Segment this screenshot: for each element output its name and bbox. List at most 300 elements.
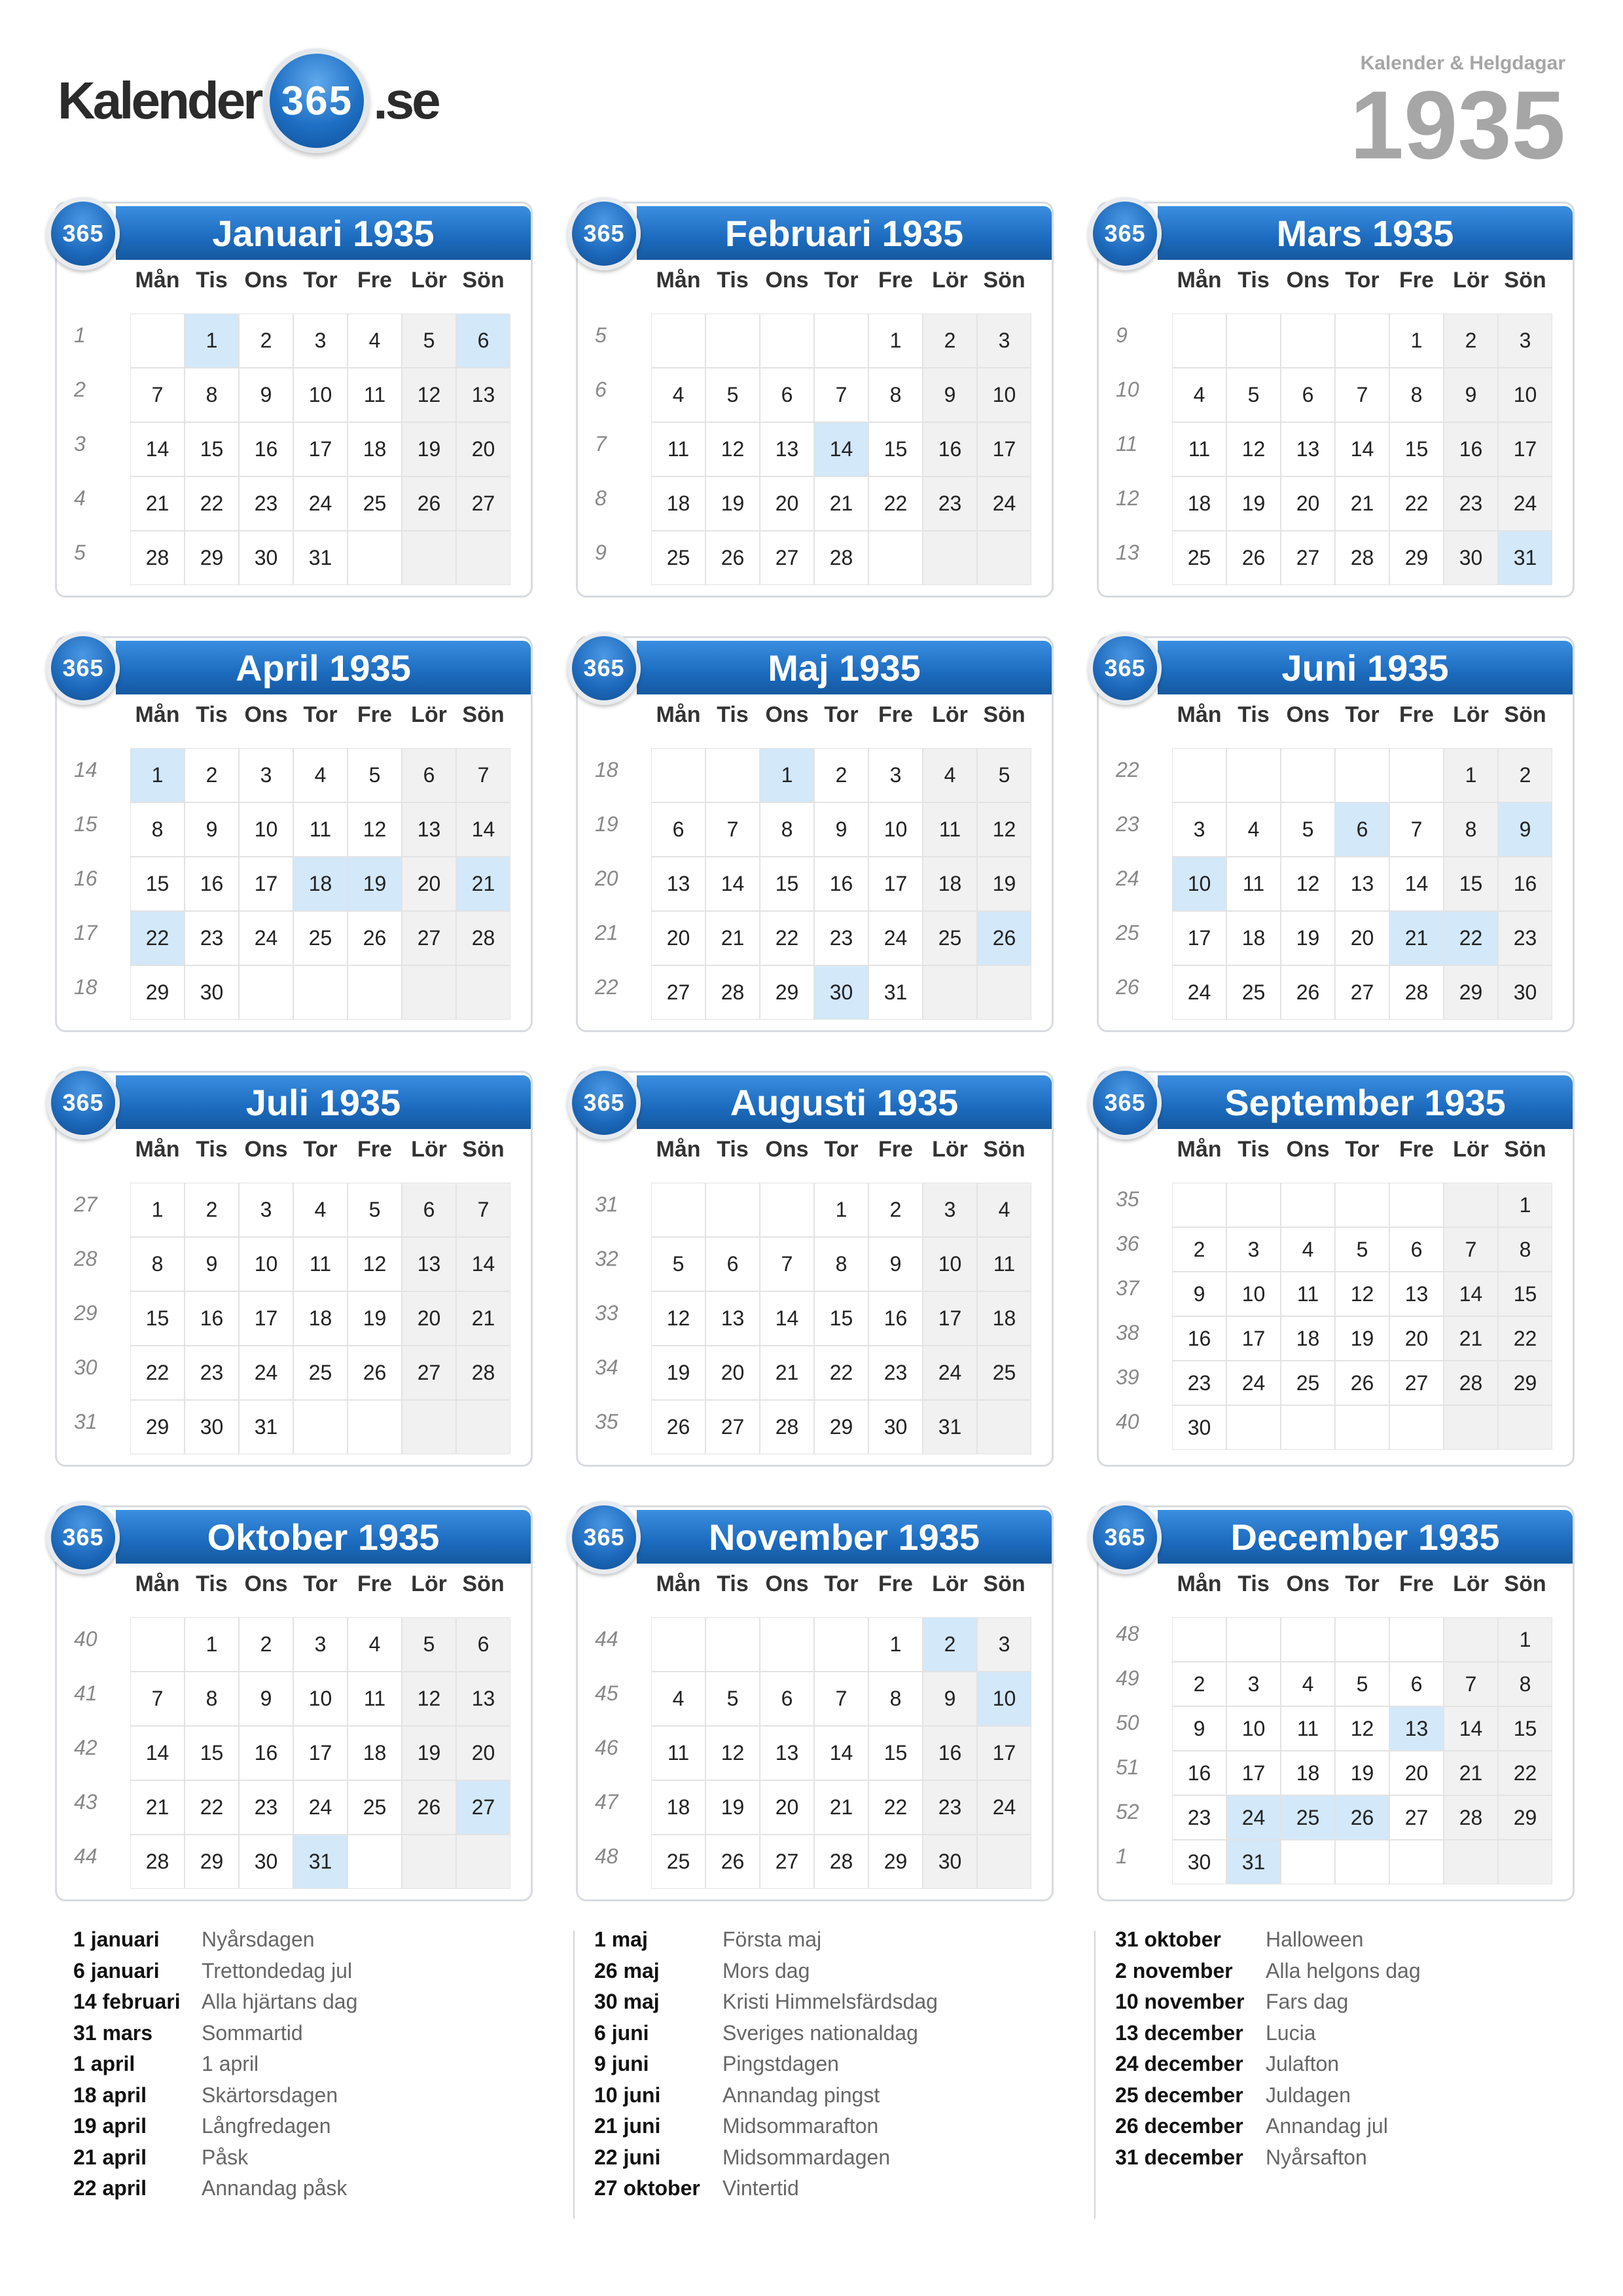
day-cell[interactable]: 4: [348, 314, 401, 367]
day-cell[interactable]: 7: [131, 1672, 184, 1725]
day-cell[interactable]: 20: [706, 1346, 759, 1399]
day-cell[interactable]: 14: [815, 423, 868, 476]
day-cell[interactable]: 26: [1227, 531, 1280, 584]
day-cell[interactable]: 3: [923, 1183, 976, 1236]
day-cell[interactable]: 18: [1227, 912, 1280, 965]
day-cell[interactable]: 20: [760, 1781, 813, 1834]
day-cell[interactable]: 6: [457, 314, 510, 367]
day-cell[interactable]: 10: [294, 368, 347, 422]
day-cell[interactable]: 25: [978, 1346, 1031, 1399]
day-cell[interactable]: 5: [348, 749, 401, 802]
day-cell[interactable]: 9: [923, 368, 976, 422]
day-cell[interactable]: 22: [1444, 912, 1497, 965]
day-cell[interactable]: 26: [348, 912, 401, 965]
day-cell[interactable]: 24: [240, 912, 293, 965]
day-cell[interactable]: 9: [185, 803, 238, 856]
day-cell[interactable]: 21: [815, 1781, 868, 1834]
day-cell[interactable]: 26: [978, 912, 1031, 965]
day-cell[interactable]: 23: [1499, 912, 1552, 965]
day-cell[interactable]: 4: [294, 749, 347, 802]
day-cell[interactable]: 19: [978, 857, 1031, 910]
day-cell[interactable]: 21: [706, 912, 759, 965]
day-cell[interactable]: 18: [1281, 1317, 1334, 1360]
day-cell[interactable]: 20: [760, 477, 813, 530]
day-cell[interactable]: 3: [1227, 1662, 1280, 1706]
day-cell[interactable]: 21: [760, 1346, 813, 1399]
day-cell[interactable]: 18: [923, 857, 976, 910]
day-cell[interactable]: 7: [1444, 1228, 1497, 1271]
day-cell[interactable]: 22: [869, 1781, 922, 1834]
day-cell[interactable]: 20: [402, 857, 455, 910]
day-cell[interactable]: 2: [1173, 1228, 1226, 1271]
day-cell[interactable]: 24: [1227, 1361, 1280, 1405]
day-cell[interactable]: 3: [240, 749, 293, 802]
day-cell[interactable]: 23: [1173, 1796, 1226, 1839]
day-cell[interactable]: 11: [1173, 423, 1226, 476]
day-cell[interactable]: 1: [131, 1183, 184, 1236]
day-cell[interactable]: 18: [652, 477, 705, 530]
day-cell[interactable]: 1: [1499, 1618, 1552, 1661]
day-cell[interactable]: 16: [185, 1292, 238, 1345]
day-cell[interactable]: 25: [1227, 966, 1280, 1019]
day-cell[interactable]: 2: [815, 749, 868, 802]
day-cell[interactable]: 14: [457, 1238, 510, 1291]
day-cell[interactable]: 3: [240, 1183, 293, 1236]
day-cell[interactable]: 26: [348, 1346, 401, 1399]
day-cell[interactable]: 10: [869, 803, 922, 856]
day-cell[interactable]: 29: [131, 1401, 184, 1454]
day-cell[interactable]: 21: [131, 1781, 184, 1834]
day-cell[interactable]: 4: [1281, 1662, 1334, 1706]
day-cell[interactable]: 11: [1281, 1707, 1334, 1750]
day-cell[interactable]: 3: [869, 749, 922, 802]
day-cell[interactable]: 27: [457, 477, 510, 530]
day-cell[interactable]: 11: [652, 1727, 705, 1780]
day-cell[interactable]: 17: [240, 1292, 293, 1345]
day-cell[interactable]: 12: [652, 1292, 705, 1345]
day-cell[interactable]: 10: [1499, 368, 1552, 422]
day-cell[interactable]: 20: [457, 423, 510, 476]
day-cell[interactable]: 30: [1444, 531, 1497, 584]
day-cell[interactable]: 18: [294, 1292, 347, 1345]
day-cell[interactable]: 17: [240, 857, 293, 910]
day-cell[interactable]: 17: [978, 423, 1031, 476]
day-cell[interactable]: 20: [457, 1727, 510, 1780]
day-cell[interactable]: 18: [1281, 1751, 1334, 1795]
day-cell[interactable]: 23: [185, 912, 238, 965]
day-cell[interactable]: 2: [923, 1618, 976, 1671]
day-cell[interactable]: 26: [1281, 966, 1334, 1019]
day-cell[interactable]: 1: [185, 314, 238, 367]
day-cell[interactable]: 28: [815, 531, 868, 584]
day-cell[interactable]: 29: [815, 1401, 868, 1454]
day-cell[interactable]: 17: [294, 423, 347, 476]
day-cell[interactable]: 9: [1173, 1272, 1226, 1316]
day-cell[interactable]: 15: [760, 857, 813, 910]
day-cell[interactable]: 4: [1227, 803, 1280, 856]
day-cell[interactable]: 27: [402, 1346, 455, 1399]
day-cell[interactable]: 15: [1499, 1272, 1552, 1316]
day-cell[interactable]: 10: [240, 1238, 293, 1291]
day-cell[interactable]: 20: [1336, 912, 1389, 965]
day-cell[interactable]: 7: [457, 1183, 510, 1236]
day-cell[interactable]: 25: [1173, 531, 1226, 584]
day-cell[interactable]: 4: [652, 368, 705, 422]
day-cell[interactable]: 15: [1390, 423, 1443, 476]
day-cell[interactable]: 31: [869, 966, 922, 1019]
day-cell[interactable]: 24: [294, 1781, 347, 1834]
day-cell[interactable]: 22: [815, 1346, 868, 1399]
day-cell[interactable]: 7: [1336, 368, 1389, 422]
day-cell[interactable]: 8: [1390, 368, 1443, 422]
day-cell[interactable]: 4: [294, 1183, 347, 1236]
day-cell[interactable]: 6: [1336, 803, 1389, 856]
day-cell[interactable]: 1: [869, 314, 922, 367]
day-cell[interactable]: 31: [1227, 1840, 1280, 1884]
day-cell[interactable]: 2: [923, 314, 976, 367]
day-cell[interactable]: 23: [815, 912, 868, 965]
day-cell[interactable]: 25: [348, 1781, 401, 1834]
day-cell[interactable]: 31: [294, 1835, 347, 1888]
day-cell[interactable]: 10: [978, 1672, 1031, 1725]
day-cell[interactable]: 5: [978, 749, 1031, 802]
day-cell[interactable]: 6: [760, 368, 813, 422]
day-cell[interactable]: 19: [1227, 477, 1280, 530]
day-cell[interactable]: 5: [652, 1238, 705, 1291]
day-cell[interactable]: 22: [1499, 1751, 1552, 1795]
day-cell[interactable]: 4: [923, 749, 976, 802]
day-cell[interactable]: 12: [1336, 1272, 1389, 1316]
day-cell[interactable]: 12: [348, 803, 401, 856]
day-cell[interactable]: 5: [1227, 368, 1280, 422]
day-cell[interactable]: 14: [131, 1727, 184, 1780]
day-cell[interactable]: 28: [1444, 1796, 1497, 1839]
day-cell[interactable]: 28: [760, 1401, 813, 1454]
day-cell[interactable]: 29: [760, 966, 813, 1019]
day-cell[interactable]: 6: [652, 803, 705, 856]
day-cell[interactable]: 25: [294, 912, 347, 965]
day-cell[interactable]: 7: [760, 1238, 813, 1291]
day-cell[interactable]: 16: [869, 1292, 922, 1345]
day-cell[interactable]: 21: [457, 857, 510, 910]
day-cell[interactable]: 16: [240, 1727, 293, 1780]
day-cell[interactable]: 28: [131, 531, 184, 584]
day-cell[interactable]: 24: [294, 477, 347, 530]
day-cell[interactable]: 16: [923, 1727, 976, 1780]
day-cell[interactable]: 29: [185, 1835, 238, 1888]
day-cell[interactable]: 1: [185, 1618, 238, 1671]
day-cell[interactable]: 30: [869, 1401, 922, 1454]
day-cell[interactable]: 28: [1444, 1361, 1497, 1405]
day-cell[interactable]: 26: [706, 1835, 759, 1888]
day-cell[interactable]: 1: [1390, 314, 1443, 367]
day-cell[interactable]: 2: [1173, 1662, 1226, 1706]
day-cell[interactable]: 24: [923, 1346, 976, 1399]
day-cell[interactable]: 3: [978, 314, 1031, 367]
day-cell[interactable]: 24: [1173, 966, 1226, 1019]
day-cell[interactable]: 6: [1390, 1228, 1443, 1271]
day-cell[interactable]: 26: [402, 477, 455, 530]
day-cell[interactable]: 27: [1390, 1796, 1443, 1839]
day-cell[interactable]: 13: [1390, 1707, 1443, 1750]
day-cell[interactable]: 5: [402, 314, 455, 367]
day-cell[interactable]: 27: [760, 531, 813, 584]
day-cell[interactable]: 22: [1390, 477, 1443, 530]
day-cell[interactable]: 24: [1227, 1796, 1280, 1839]
day-cell[interactable]: 25: [1281, 1796, 1334, 1839]
day-cell[interactable]: 12: [402, 1672, 455, 1725]
day-cell[interactable]: 30: [240, 1835, 293, 1888]
day-cell[interactable]: 10: [1227, 1272, 1280, 1316]
day-cell[interactable]: 12: [706, 1727, 759, 1780]
day-cell[interactable]: 18: [652, 1781, 705, 1834]
day-cell[interactable]: 13: [402, 803, 455, 856]
day-cell[interactable]: 23: [869, 1346, 922, 1399]
day-cell[interactable]: 2: [1499, 749, 1552, 802]
day-cell[interactable]: 6: [706, 1238, 759, 1291]
day-cell[interactable]: 13: [1336, 857, 1389, 910]
day-cell[interactable]: 16: [1499, 857, 1552, 910]
day-cell[interactable]: 30: [185, 966, 238, 1019]
day-cell[interactable]: 21: [815, 477, 868, 530]
day-cell[interactable]: 13: [457, 1672, 510, 1725]
day-cell[interactable]: 2: [240, 314, 293, 367]
day-cell[interactable]: 29: [131, 966, 184, 1019]
day-cell[interactable]: 28: [815, 1835, 868, 1888]
day-cell[interactable]: 2: [240, 1618, 293, 1671]
day-cell[interactable]: 18: [294, 857, 347, 910]
day-cell[interactable]: 10: [923, 1238, 976, 1291]
day-cell[interactable]: 14: [760, 1292, 813, 1345]
day-cell[interactable]: 18: [348, 423, 401, 476]
day-cell[interactable]: 31: [923, 1401, 976, 1454]
day-cell[interactable]: 23: [240, 477, 293, 530]
day-cell[interactable]: 8: [1444, 803, 1497, 856]
day-cell[interactable]: 10: [240, 803, 293, 856]
day-cell[interactable]: 11: [294, 803, 347, 856]
day-cell[interactable]: 3: [294, 314, 347, 367]
day-cell[interactable]: 15: [1444, 857, 1497, 910]
day-cell[interactable]: 6: [1390, 1662, 1443, 1706]
day-cell[interactable]: 3: [294, 1618, 347, 1671]
day-cell[interactable]: 22: [185, 1781, 238, 1834]
day-cell[interactable]: 23: [923, 1781, 976, 1834]
day-cell[interactable]: 20: [1281, 477, 1334, 530]
day-cell[interactable]: 17: [294, 1727, 347, 1780]
day-cell[interactable]: 16: [185, 857, 238, 910]
day-cell[interactable]: 16: [1444, 423, 1497, 476]
day-cell[interactable]: 22: [131, 912, 184, 965]
day-cell[interactable]: 8: [131, 803, 184, 856]
day-cell[interactable]: 11: [978, 1238, 1031, 1291]
day-cell[interactable]: 21: [131, 477, 184, 530]
day-cell[interactable]: 9: [240, 368, 293, 422]
day-cell[interactable]: 11: [348, 1672, 401, 1725]
day-cell[interactable]: 22: [869, 477, 922, 530]
day-cell[interactable]: 12: [1336, 1707, 1389, 1750]
day-cell[interactable]: 26: [1336, 1796, 1389, 1839]
day-cell[interactable]: 8: [185, 368, 238, 422]
day-cell[interactable]: 13: [457, 368, 510, 422]
day-cell[interactable]: 16: [815, 857, 868, 910]
day-cell[interactable]: 12: [706, 423, 759, 476]
day-cell[interactable]: 28: [457, 912, 510, 965]
day-cell[interactable]: 7: [1390, 803, 1443, 856]
day-cell[interactable]: 24: [978, 1781, 1031, 1834]
day-cell[interactable]: 23: [240, 1781, 293, 1834]
day-cell[interactable]: 28: [457, 1346, 510, 1399]
day-cell[interactable]: 10: [1227, 1707, 1280, 1750]
day-cell[interactable]: 6: [760, 1672, 813, 1725]
day-cell[interactable]: 16: [923, 423, 976, 476]
day-cell[interactable]: 6: [402, 1183, 455, 1236]
day-cell[interactable]: 7: [706, 803, 759, 856]
day-cell[interactable]: 17: [1173, 912, 1226, 965]
day-cell[interactable]: 28: [1390, 966, 1443, 1019]
day-cell[interactable]: 19: [1336, 1317, 1389, 1360]
day-cell[interactable]: 20: [1390, 1317, 1443, 1360]
day-cell[interactable]: 9: [240, 1672, 293, 1725]
day-cell[interactable]: 4: [978, 1183, 1031, 1236]
day-cell[interactable]: 14: [1444, 1272, 1497, 1316]
day-cell[interactable]: 12: [1281, 857, 1334, 910]
day-cell[interactable]: 15: [185, 1727, 238, 1780]
day-cell[interactable]: 13: [1390, 1272, 1443, 1316]
site-logo[interactable]: [58, 48, 438, 153]
day-cell[interactable]: 31: [294, 531, 347, 584]
day-cell[interactable]: 2: [1444, 314, 1497, 367]
day-cell[interactable]: 18: [1173, 477, 1226, 530]
day-cell[interactable]: 27: [402, 912, 455, 965]
day-cell[interactable]: 8: [869, 1672, 922, 1725]
day-cell[interactable]: 30: [1173, 1406, 1226, 1449]
day-cell[interactable]: 11: [1281, 1272, 1334, 1316]
day-cell[interactable]: 19: [652, 1346, 705, 1399]
day-cell[interactable]: 19: [1281, 912, 1334, 965]
day-cell[interactable]: 26: [402, 1781, 455, 1834]
day-cell[interactable]: 8: [869, 368, 922, 422]
day-cell[interactable]: 17: [1227, 1317, 1280, 1360]
day-cell[interactable]: 17: [978, 1727, 1031, 1780]
day-cell[interactable]: 24: [869, 912, 922, 965]
day-cell[interactable]: 11: [652, 423, 705, 476]
day-cell[interactable]: 19: [402, 1727, 455, 1780]
day-cell[interactable]: 12: [978, 803, 1031, 856]
day-cell[interactable]: 8: [815, 1238, 868, 1291]
day-cell[interactable]: 7: [815, 1672, 868, 1725]
day-cell[interactable]: 1: [869, 1618, 922, 1671]
day-cell[interactable]: 5: [1336, 1228, 1389, 1271]
day-cell[interactable]: 13: [760, 423, 813, 476]
day-cell[interactable]: 2: [185, 749, 238, 802]
day-cell[interactable]: 22: [185, 477, 238, 530]
day-cell[interactable]: 13: [1281, 423, 1334, 476]
day-cell[interactable]: 19: [706, 477, 759, 530]
day-cell[interactable]: 4: [348, 1618, 401, 1671]
day-cell[interactable]: 21: [1444, 1317, 1497, 1360]
day-cell[interactable]: 14: [457, 803, 510, 856]
day-cell[interactable]: 10: [1173, 857, 1226, 910]
day-cell[interactable]: 29: [869, 1835, 922, 1888]
day-cell[interactable]: 8: [185, 1672, 238, 1725]
day-cell[interactable]: 23: [185, 1346, 238, 1399]
day-cell[interactable]: 20: [402, 1292, 455, 1345]
day-cell[interactable]: 25: [294, 1346, 347, 1399]
day-cell[interactable]: 23: [1444, 477, 1497, 530]
day-cell[interactable]: 21: [1444, 1751, 1497, 1795]
day-cell[interactable]: 1: [815, 1183, 868, 1236]
day-cell[interactable]: 19: [348, 1292, 401, 1345]
day-cell[interactable]: 9: [923, 1672, 976, 1725]
day-cell[interactable]: 25: [652, 1835, 705, 1888]
day-cell[interactable]: 5: [402, 1618, 455, 1671]
day-cell[interactable]: 14: [1336, 423, 1389, 476]
day-cell[interactable]: 4: [1173, 368, 1226, 422]
day-cell[interactable]: 10: [294, 1672, 347, 1725]
day-cell[interactable]: 16: [240, 423, 293, 476]
day-cell[interactable]: 9: [1499, 803, 1552, 856]
day-cell[interactable]: 6: [402, 749, 455, 802]
day-cell[interactable]: 22: [1499, 1317, 1552, 1360]
day-cell[interactable]: 22: [760, 912, 813, 965]
day-cell[interactable]: 22: [131, 1346, 184, 1399]
day-cell[interactable]: 12: [348, 1238, 401, 1291]
day-cell[interactable]: 3: [1173, 803, 1226, 856]
day-cell[interactable]: 15: [869, 1727, 922, 1780]
day-cell[interactable]: 10: [978, 368, 1031, 422]
day-cell[interactable]: 8: [1499, 1228, 1552, 1271]
day-cell[interactable]: 1: [131, 749, 184, 802]
day-cell[interactable]: 13: [760, 1727, 813, 1780]
day-cell[interactable]: 30: [923, 1835, 976, 1888]
day-cell[interactable]: 16: [1173, 1317, 1226, 1360]
day-cell[interactable]: 7: [457, 749, 510, 802]
day-cell[interactable]: 5: [1281, 803, 1334, 856]
day-cell[interactable]: 13: [706, 1292, 759, 1345]
day-cell[interactable]: 23: [1173, 1361, 1226, 1405]
day-cell[interactable]: 3: [1227, 1228, 1280, 1271]
day-cell[interactable]: 27: [706, 1401, 759, 1454]
day-cell[interactable]: 7: [815, 368, 868, 422]
day-cell[interactable]: 15: [185, 423, 238, 476]
day-cell[interactable]: 18: [348, 1727, 401, 1780]
day-cell[interactable]: 15: [131, 1292, 184, 1345]
day-cell[interactable]: 6: [1281, 368, 1334, 422]
day-cell[interactable]: 16: [1173, 1751, 1226, 1795]
day-cell[interactable]: 1: [1499, 1183, 1552, 1227]
day-cell[interactable]: 21: [457, 1292, 510, 1345]
day-cell[interactable]: 25: [923, 912, 976, 965]
day-cell[interactable]: 30: [185, 1401, 238, 1454]
day-cell[interactable]: 27: [1336, 966, 1389, 1019]
day-cell[interactable]: 28: [706, 966, 759, 1019]
day-cell[interactable]: 7: [1444, 1662, 1497, 1706]
day-cell[interactable]: 14: [815, 1727, 868, 1780]
day-cell[interactable]: 5: [348, 1183, 401, 1236]
day-cell[interactable]: 19: [706, 1781, 759, 1834]
day-cell[interactable]: 20: [652, 912, 705, 965]
day-cell[interactable]: 19: [402, 423, 455, 476]
day-cell[interactable]: 11: [1227, 857, 1280, 910]
day-cell[interactable]: 1: [1444, 749, 1497, 802]
day-cell[interactable]: 5: [706, 1672, 759, 1725]
day-cell[interactable]: 11: [923, 803, 976, 856]
day-cell[interactable]: 14: [131, 423, 184, 476]
day-cell[interactable]: 27: [1390, 1361, 1443, 1405]
day-cell[interactable]: 3: [1499, 314, 1552, 367]
day-cell[interactable]: 4: [652, 1672, 705, 1725]
day-cell[interactable]: 8: [760, 803, 813, 856]
